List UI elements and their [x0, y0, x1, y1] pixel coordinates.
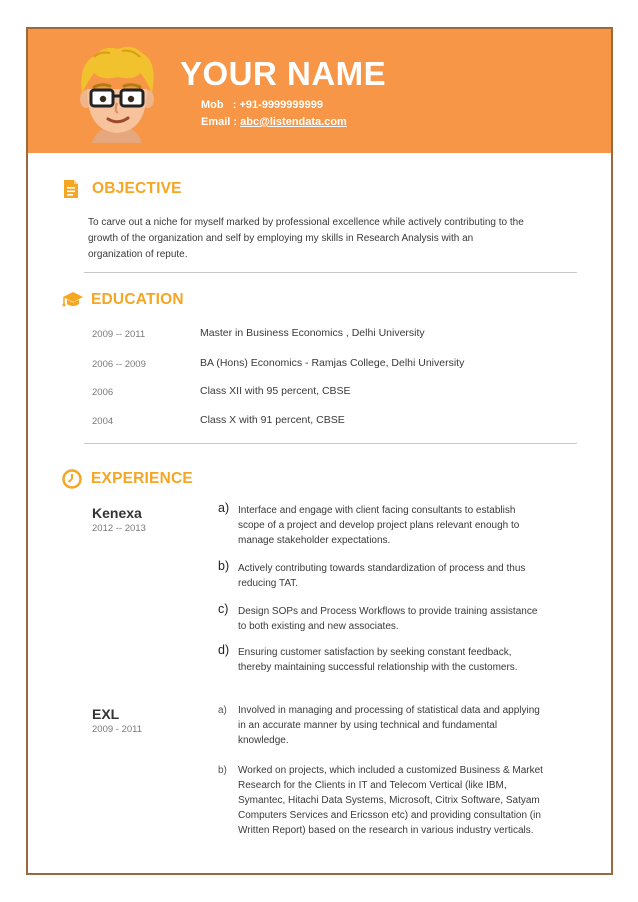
education-desc: BA (Hons) Economics - Ramjas College, Delhi University [200, 357, 465, 369]
section-divider [84, 272, 577, 273]
duty-marker: c) [218, 602, 229, 616]
duty-marker: a) [218, 705, 227, 716]
duty-marker: a) [218, 501, 230, 515]
education-years: 2006 -- 2009 [92, 359, 146, 370]
graduation-cap-icon [62, 291, 84, 309]
duty-line: thereby maintaining successful relationship with the customers. [238, 662, 518, 673]
objective-title: OBJECTIVE [92, 180, 182, 197]
duty-line: Worked on projects, which included a customized Business & Market [238, 765, 543, 776]
education-title: EDUCATION [91, 291, 184, 308]
email-label: Email : [201, 116, 238, 128]
duty-text [238, 503, 563, 548]
duty-text [238, 645, 563, 675]
duty-line: Written Report) based on the research in various industry verticals. [238, 825, 534, 836]
duty-marker: d) [218, 643, 230, 657]
duty-marker: b) [218, 765, 227, 776]
section-divider [84, 443, 577, 444]
duty-line: reducing TAT. [238, 578, 299, 589]
duty-line: Ensuring customer satisfaction by seeking constant feedback, [238, 647, 512, 658]
clock-icon [62, 469, 82, 489]
duty-text [238, 561, 563, 591]
education-desc: Class XII with 95 percent, CBSE [200, 385, 351, 397]
education-desc: Class X with 91 percent, CBSE [200, 414, 345, 426]
mobile-line [201, 97, 347, 114]
mobile-value: : +91-9999999999 [232, 99, 323, 111]
duty-line: Involved in managing and processing of statistical data and applying [238, 705, 540, 716]
email-link[interactable]: abc@listendata.com [240, 116, 347, 128]
duty-line: in an accurate manner by using technical and fundamental [238, 720, 498, 731]
objective-line: organization of repute. [88, 249, 188, 260]
education-years: 2009 -- 2011 [92, 329, 146, 340]
experience-title: EXPERIENCE [91, 470, 193, 487]
education-heading [62, 291, 184, 309]
avatar [74, 43, 160, 143]
duty-line: Computers Services and Ericsson etc) and providing consultation (in [238, 810, 541, 821]
duty-line: Symantec, Hitachi Data Systems, Microsoft, Citrix Software, Satyam [238, 795, 540, 806]
duty-text [238, 703, 563, 748]
duty-line: Research for the Clients in IT and Telecom Vertical (like IBM, [238, 780, 507, 791]
duty-line: scope of a project and develop project plans relevant enough to [238, 520, 520, 531]
duty-line: manage stakeholder expectations. [238, 535, 391, 546]
candidate-name: YOUR NAME [180, 55, 387, 92]
company-name: EXL [92, 706, 120, 722]
duty-marker: b) [218, 559, 230, 573]
company-years: 2012 -- 2013 [92, 523, 146, 534]
email-line [201, 114, 347, 131]
objective-heading [62, 179, 182, 199]
experience-heading [62, 469, 193, 489]
resume-frame [26, 27, 613, 875]
resume-header [28, 29, 611, 153]
mobile-label: Mob [201, 99, 224, 111]
education-desc: Master in Business Economics , Delhi University [200, 327, 425, 339]
education-years: 2006 [92, 387, 114, 398]
duty-line: knowledge. [238, 735, 289, 746]
company-years: 2009 - 2011 [92, 724, 143, 735]
document-icon [62, 179, 80, 199]
education-years: 2004 [92, 416, 114, 427]
company-block [92, 706, 142, 735]
objective-text [88, 215, 568, 263]
company-name: Kenexa [92, 505, 142, 521]
company-block [92, 505, 146, 534]
contact-block [201, 97, 347, 131]
duty-line: Actively contributing towards standardization of process and thus [238, 563, 526, 574]
duty-text [238, 763, 563, 838]
duty-line: Design SOPs and Process Workflows to provide training assistance [238, 606, 538, 617]
objective-line: To carve out a niche for myself marked by professional excellence while actively contributing to the [88, 217, 524, 228]
objective-line: growth of the organization and self by employing my skills in Research Analysis with an [88, 233, 474, 244]
duty-line: to both existing and new associates. [238, 621, 399, 632]
duty-text [238, 604, 563, 634]
duty-line: Interface and engage with client facing consultants to establish [238, 505, 516, 516]
